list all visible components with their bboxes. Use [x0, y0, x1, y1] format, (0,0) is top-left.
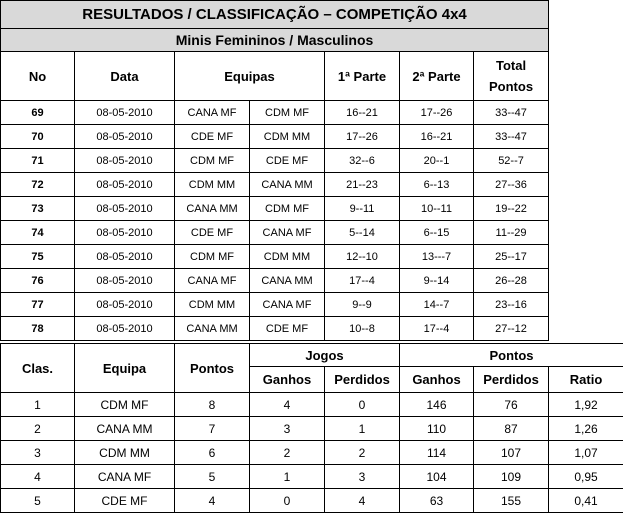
cell-total: 52--7	[474, 149, 549, 173]
cell-total: 11--29	[474, 221, 549, 245]
cell-total: 26--28	[474, 269, 549, 293]
cell-team-a: CDM MM	[175, 293, 250, 317]
cell-won: 4	[250, 393, 325, 417]
header-teams: Equipas	[175, 52, 325, 101]
cell-first-half: 5--14	[325, 221, 400, 245]
header-total-line1: Total	[495, 58, 527, 73]
table-row	[1, 317, 549, 341]
cell-scored: 63	[400, 489, 474, 513]
results-subtitle: Minis Femininos / Masculinos	[1, 29, 549, 52]
cell-first-half: 9--9	[325, 293, 400, 317]
cell-first-half: 9--11	[325, 197, 400, 221]
cell-second-half: 10--11	[400, 197, 474, 221]
table-row	[1, 245, 549, 269]
cell-points: 7	[175, 417, 250, 441]
cell-points: 5	[175, 465, 250, 489]
cell-team-b: CDM MF	[250, 197, 325, 221]
cell-rank: 1	[1, 393, 75, 417]
cell-points: 8	[175, 393, 250, 417]
cell-team-a: CDM MM	[175, 173, 250, 197]
cell-no: 70	[1, 125, 75, 149]
cell-conceded: 87	[474, 417, 549, 441]
results-body	[1, 101, 549, 341]
table-row	[1, 173, 549, 197]
header-date: Data	[75, 52, 175, 101]
cell-no: 78	[1, 317, 75, 341]
cell-team-b: CDM MF	[250, 101, 325, 125]
cell-scored: 110	[400, 417, 474, 441]
cell-team: CDM MF	[75, 393, 175, 417]
cell-team-a: CDM MF	[175, 245, 250, 269]
cell-date: 08-05-2010	[75, 221, 175, 245]
cell-date: 08-05-2010	[75, 197, 175, 221]
cell-conceded: 107	[474, 441, 549, 465]
table-row	[1, 489, 623, 513]
cell-first-half: 12--10	[325, 245, 400, 269]
cell-won: 3	[250, 417, 325, 441]
cell-date: 08-05-2010	[75, 149, 175, 173]
cell-lost: 0	[325, 393, 400, 417]
cell-second-half: 6--15	[400, 221, 474, 245]
cell-ratio: 0,41	[549, 489, 623, 513]
cell-no: 72	[1, 173, 75, 197]
header-ratio: Ratio	[549, 367, 623, 393]
cell-date: 08-05-2010	[75, 293, 175, 317]
cell-team-b: CDE MF	[250, 149, 325, 173]
cell-date: 08-05-2010	[75, 125, 175, 149]
cell-second-half: 20--1	[400, 149, 474, 173]
table-row	[1, 149, 549, 173]
cell-lost: 3	[325, 465, 400, 489]
cell-second-half: 17--4	[400, 317, 474, 341]
cell-won: 2	[250, 441, 325, 465]
cell-team: CANA MM	[75, 417, 175, 441]
cell-team: CANA MF	[75, 465, 175, 489]
cell-team-a: CDE MF	[175, 125, 250, 149]
header-team: Equipa	[75, 344, 175, 393]
cell-second-half: 14--7	[400, 293, 474, 317]
cell-total: 27--12	[474, 317, 549, 341]
table-row	[1, 393, 623, 417]
cell-total: 33--47	[474, 101, 549, 125]
cell-no: 73	[1, 197, 75, 221]
cell-team-b: CDE MF	[250, 317, 325, 341]
cell-team-a: CANA MM	[175, 317, 250, 341]
cell-first-half: 16--21	[325, 101, 400, 125]
cell-first-half: 10--8	[325, 317, 400, 341]
cell-points: 6	[175, 441, 250, 465]
cell-no: 75	[1, 245, 75, 269]
cell-no: 71	[1, 149, 75, 173]
cell-second-half: 17--26	[400, 101, 474, 125]
cell-conceded: 76	[474, 393, 549, 417]
cell-points: 4	[175, 489, 250, 513]
standings-body	[1, 393, 623, 513]
cell-second-half: 6--13	[400, 173, 474, 197]
cell-lost: 2	[325, 441, 400, 465]
header-total-line2: Pontos	[489, 79, 534, 94]
table-row	[1, 441, 623, 465]
cell-ratio: 1,26	[549, 417, 623, 441]
cell-second-half: 13---7	[400, 245, 474, 269]
cell-rank: 3	[1, 441, 75, 465]
cell-date: 08-05-2010	[75, 101, 175, 125]
cell-total: 19--22	[474, 197, 549, 221]
header-rank: Clas.	[1, 344, 75, 393]
cell-second-half: 9--14	[400, 269, 474, 293]
cell-team-b: CANA MM	[250, 269, 325, 293]
cell-team-a: CDM MF	[175, 149, 250, 173]
results-title: RESULTADOS / CLASSIFICAÇÃO – COMPETIÇÃO 4x4	[1, 1, 549, 29]
cell-rank: 4	[1, 465, 75, 489]
cell-scored: 104	[400, 465, 474, 489]
cell-first-half: 21--23	[325, 173, 400, 197]
cell-ratio: 1,92	[549, 393, 623, 417]
cell-first-half: 32--6	[325, 149, 400, 173]
header-first-half: 1ª Parte	[325, 52, 400, 101]
cell-total: 33--47	[474, 125, 549, 149]
cell-no: 69	[1, 101, 75, 125]
cell-team-b: CANA MM	[250, 173, 325, 197]
cell-team-a: CANA MM	[175, 197, 250, 221]
table-row	[1, 417, 623, 441]
cell-no: 74	[1, 221, 75, 245]
cell-conceded: 155	[474, 489, 549, 513]
standings-table	[0, 343, 623, 513]
header-total	[474, 52, 549, 101]
cell-second-half: 16--21	[400, 125, 474, 149]
cell-rank: 5	[1, 489, 75, 513]
cell-rank: 2	[1, 417, 75, 441]
cell-lost: 1	[325, 417, 400, 441]
header-no: No	[1, 52, 75, 101]
table-row	[1, 269, 549, 293]
cell-scored: 146	[400, 393, 474, 417]
cell-total: 25--17	[474, 245, 549, 269]
cell-team: CDM MM	[75, 441, 175, 465]
header-second-half: 2ª Parte	[400, 52, 474, 101]
header-won: Ganhos	[250, 367, 325, 393]
table-row	[1, 221, 549, 245]
cell-no: 77	[1, 293, 75, 317]
cell-team-b: CDM MM	[250, 245, 325, 269]
header-scored: Ganhos	[400, 367, 474, 393]
header-games: Jogos	[250, 344, 400, 367]
cell-team: CDE MF	[75, 489, 175, 513]
header-score-points: Pontos	[400, 344, 623, 367]
cell-first-half: 17--26	[325, 125, 400, 149]
cell-conceded: 109	[474, 465, 549, 489]
cell-date: 08-05-2010	[75, 269, 175, 293]
cell-date: 08-05-2010	[75, 173, 175, 197]
table-row	[1, 197, 549, 221]
cell-team-a: CANA MF	[175, 101, 250, 125]
cell-ratio: 0,95	[549, 465, 623, 489]
cell-no: 76	[1, 269, 75, 293]
cell-team-a: CDE MF	[175, 221, 250, 245]
cell-date: 08-05-2010	[75, 317, 175, 341]
cell-won: 1	[250, 465, 325, 489]
table-row	[1, 465, 623, 489]
cell-total: 27--36	[474, 173, 549, 197]
header-conceded: Perdidos	[474, 367, 549, 393]
table-row	[1, 293, 549, 317]
header-points: Pontos	[175, 344, 250, 393]
cell-ratio: 1,07	[549, 441, 623, 465]
cell-won: 0	[250, 489, 325, 513]
cell-first-half: 17--4	[325, 269, 400, 293]
header-lost: Perdidos	[325, 367, 400, 393]
cell-total: 23--16	[474, 293, 549, 317]
table-row	[1, 101, 549, 125]
table-row	[1, 125, 549, 149]
cell-team-b: CANA MF	[250, 293, 325, 317]
cell-date: 08-05-2010	[75, 245, 175, 269]
cell-scored: 114	[400, 441, 474, 465]
cell-team-b: CDM MM	[250, 125, 325, 149]
cell-lost: 4	[325, 489, 400, 513]
cell-team-a: CANA MF	[175, 269, 250, 293]
cell-team-b: CANA MF	[250, 221, 325, 245]
